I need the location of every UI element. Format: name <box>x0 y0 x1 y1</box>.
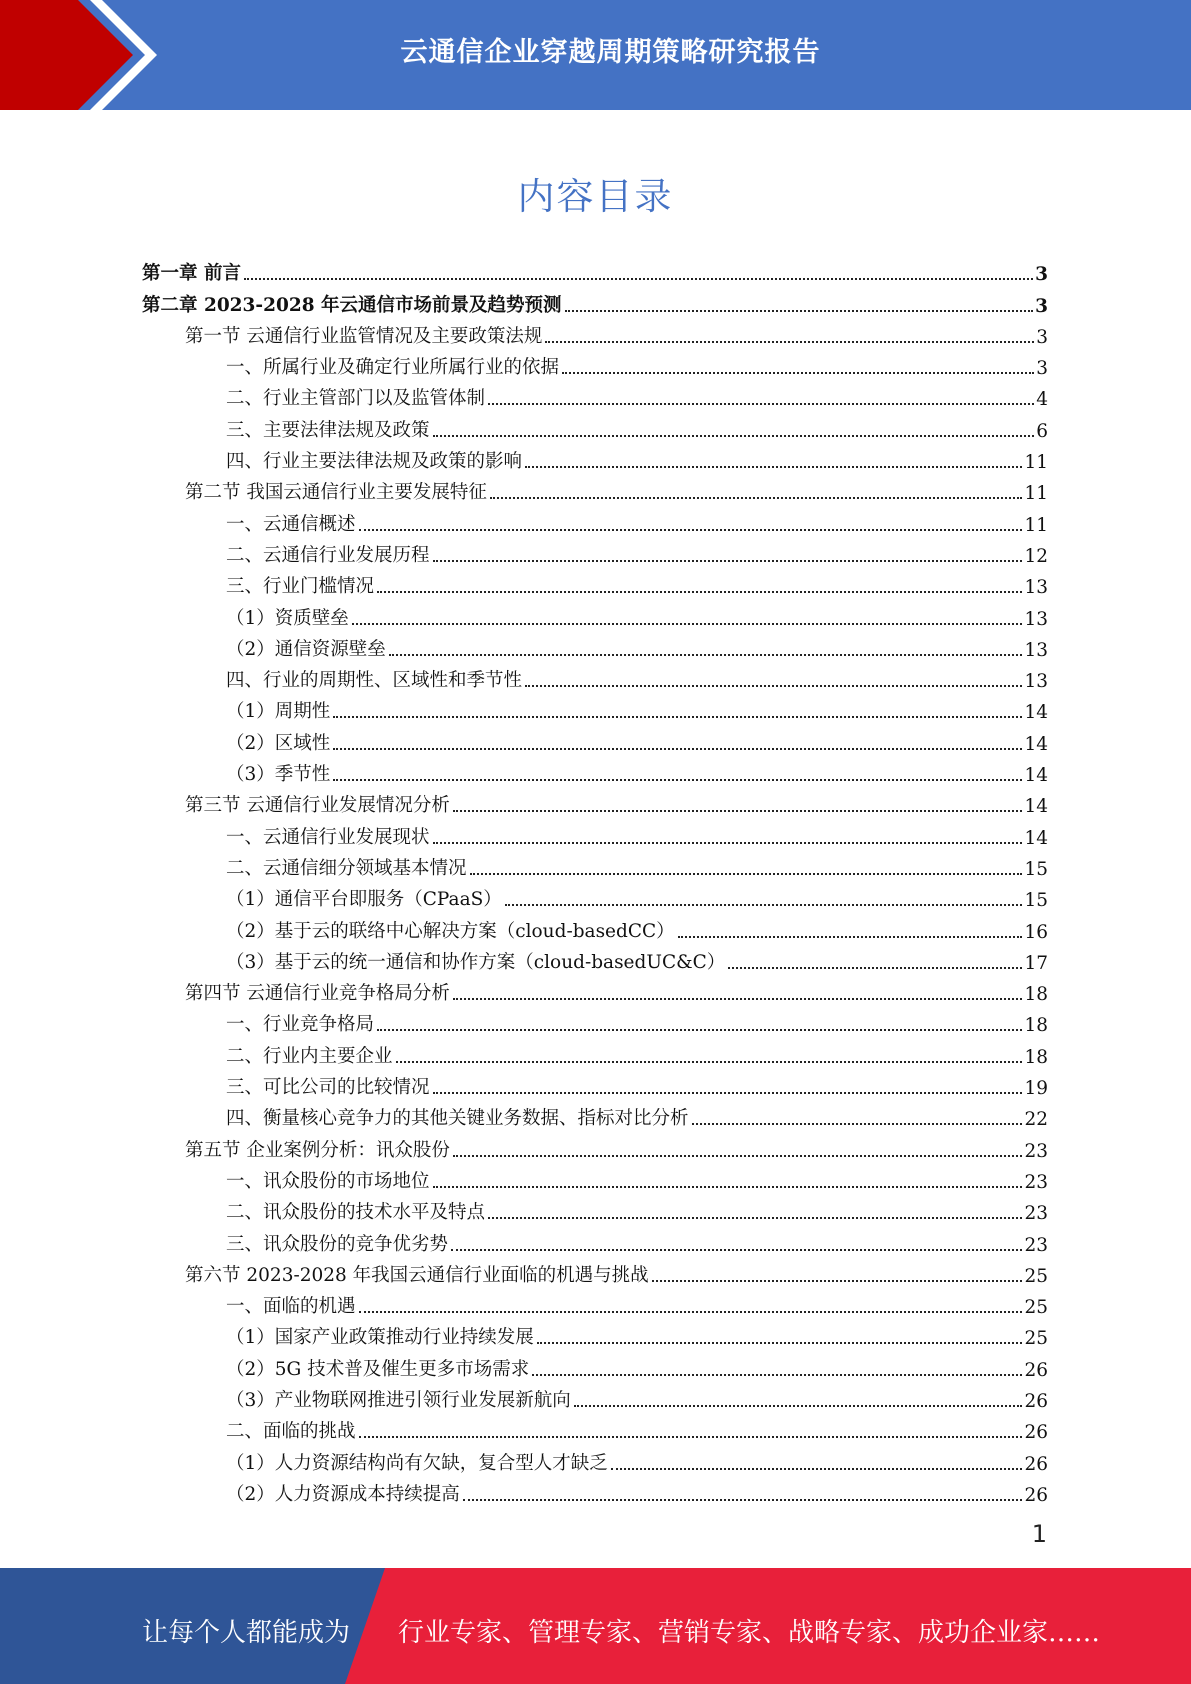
toc-dot-leader <box>333 716 1022 718</box>
toc-dot-leader <box>453 810 1023 812</box>
toc-entry-title: 四、衡量核心竞争力的其他关键业务数据、指标对比分析 <box>226 1108 689 1130</box>
toc-dot-leader <box>728 967 1022 969</box>
toc-dot-leader <box>565 310 1034 312</box>
toc-entry[interactable] <box>142 1256 1048 1287</box>
toc-entry-title: 四、行业的周期性、区域性和季节性 <box>226 670 523 692</box>
footer-slogan-right: 行业专家、管理专家、营销专家、战略专家、成功企业家…… <box>398 1618 1101 1648</box>
toc-dot-leader <box>453 998 1023 1000</box>
toc-entry-page: 15 <box>1024 890 1048 912</box>
toc-entry-title: （1）资质壁垒 <box>226 607 349 629</box>
toc-entry-page: 22 <box>1024 1109 1048 1131</box>
toc-entry[interactable] <box>142 1475 1048 1506</box>
toc-entry-title: 一、所属行业及确定行业所属行业的依据 <box>226 357 560 379</box>
toc-dot-leader <box>453 1155 1023 1157</box>
toc-heading: 内容目录 <box>517 175 674 218</box>
toc-entry[interactable] <box>142 1099 1048 1130</box>
toc-dot-leader <box>692 1123 1023 1125</box>
toc-entry-page: 13 <box>1024 639 1048 661</box>
toc-dot-leader <box>451 1249 1022 1251</box>
toc-entry-page: 3 <box>1036 326 1048 348</box>
toc-entry-page: 15 <box>1024 858 1048 880</box>
toc-entry-title: 三、可比公司的比较情况 <box>226 1077 430 1099</box>
toc-entry-page: 13 <box>1024 671 1048 693</box>
toc-entry-title: 二、行业主管部门以及监管体制 <box>226 388 486 410</box>
toc-entry-title: （3）产业物联网推进引领行业发展新航向 <box>226 1389 571 1411</box>
toc-dot-leader <box>377 1029 1022 1031</box>
toc-entry-page: 3 <box>1036 358 1048 380</box>
toc-entry[interactable] <box>142 817 1048 848</box>
toc-entry-title: （1）国家产业政策推动行业持续发展 <box>226 1327 534 1349</box>
toc-entry[interactable] <box>142 1068 1048 1099</box>
toc-entry[interactable] <box>142 974 1048 1005</box>
toc-entry-title: 一、讯众股份的市场地位 <box>226 1170 430 1192</box>
toc-entry[interactable] <box>142 1193 1048 1224</box>
toc-dot-leader <box>244 278 1033 280</box>
toc-dot-leader <box>433 1092 1023 1094</box>
toc-entry-page: 3 <box>1035 264 1048 286</box>
toc-entry[interactable] <box>142 504 1048 535</box>
toc-entry-page: 3 <box>1035 295 1048 317</box>
toc-entry-title: （2）5G 技术普及催生更多市场需求 <box>226 1358 530 1380</box>
toc-entry-page: 14 <box>1024 702 1048 724</box>
toc-entry-page: 23 <box>1024 1234 1048 1256</box>
table-of-contents <box>142 254 1048 1506</box>
toc-entry-title: 第二章 2023-2028 年云通信市场前景及趋势预测 <box>142 294 562 316</box>
toc-dot-leader <box>377 591 1022 593</box>
toc-entry-page: 17 <box>1024 952 1048 974</box>
toc-dot-leader <box>532 1374 1022 1376</box>
toc-entry-page: 26 <box>1024 1453 1048 1475</box>
toc-entry-title: （2）通信资源壁垒 <box>226 638 386 660</box>
toc-entry-page: 14 <box>1024 827 1048 849</box>
toc-entry-title: 一、行业竞争格局 <box>226 1014 375 1036</box>
toc-entry[interactable] <box>142 536 1048 567</box>
toc-entry[interactable] <box>142 786 1048 817</box>
toc-entry[interactable] <box>142 723 1048 754</box>
toc-entry-page: 25 <box>1024 1297 1048 1319</box>
toc-entry[interactable] <box>142 1318 1048 1349</box>
toc-dot-leader <box>505 904 1023 906</box>
toc-entry-page: 25 <box>1024 1265 1048 1287</box>
toc-entry-page: 26 <box>1024 1484 1048 1506</box>
toc-entry-title: （2）基于云的联络中心解决方案（cloud-basedCC） <box>226 920 675 942</box>
toc-dot-leader <box>433 1186 1023 1188</box>
toc-entry-page: 11 <box>1024 514 1048 536</box>
toc-entry-title: 第二节 我国云通信行业主要发展特征 <box>185 482 487 504</box>
toc-entry[interactable] <box>142 692 1048 723</box>
report-title: 云通信企业穿越周期策略研究报告 <box>400 37 821 68</box>
toc-entry-page: 16 <box>1024 921 1048 943</box>
toc-entry-title: 二、云通信细分领域基本情况 <box>226 857 467 879</box>
toc-entry[interactable] <box>142 1443 1048 1474</box>
toc-entry[interactable] <box>142 630 1048 661</box>
toc-entry-page: 13 <box>1024 608 1048 630</box>
toc-entry-page: 14 <box>1024 733 1048 755</box>
toc-entry-title: （3）基于云的统一通信和协作方案（cloud-basedUC&C） <box>226 951 726 973</box>
toc-entry-page: 23 <box>1024 1203 1048 1225</box>
toc-dot-leader <box>537 1342 1023 1344</box>
toc-entry-title: 第四节 云通信行业竞争格局分析 <box>185 983 450 1005</box>
toc-entry[interactable] <box>142 755 1048 786</box>
toc-dot-leader <box>389 654 1023 656</box>
toc-entry[interactable] <box>142 348 1048 379</box>
toc-entry-page: 13 <box>1024 577 1048 599</box>
toc-dot-leader <box>490 497 1023 499</box>
toc-dot-leader <box>525 685 1022 687</box>
toc-entry-title: 第六节 2023-2028 年我国云通信行业面临的机遇与挑战 <box>185 1264 649 1286</box>
toc-entry-title: 一、面临的机遇 <box>226 1296 356 1318</box>
toc-dot-leader <box>433 842 1023 844</box>
toc-entry-page: 18 <box>1024 1046 1048 1068</box>
toc-entry[interactable] <box>142 1036 1048 1067</box>
toc-entry[interactable] <box>142 473 1048 504</box>
toc-entry-title: （1）人力资源结构尚有欠缺，复合型人才缺乏 <box>226 1452 608 1474</box>
toc-entry-page: 26 <box>1024 1359 1048 1381</box>
toc-entry-title: 第五节 企业案例分析：讯众股份 <box>185 1139 450 1161</box>
toc-entry-page: 14 <box>1024 796 1048 818</box>
toc-entry-title: 三、主要法律法规及政策 <box>226 419 430 441</box>
toc-entry-page: 19 <box>1024 1078 1048 1100</box>
toc-entry-title: （1）通信平台即服务（CPaaS） <box>226 889 502 911</box>
toc-entry[interactable] <box>142 1224 1048 1255</box>
toc-entry[interactable] <box>142 285 1048 316</box>
footer-band <box>0 1568 1191 1684</box>
toc-entry[interactable] <box>142 1005 1048 1036</box>
toc-dot-leader <box>333 779 1022 781</box>
toc-dot-leader <box>359 529 1023 531</box>
toc-entry-title: （1）周期性 <box>226 701 331 723</box>
toc-entry-title: 一、云通信行业发展现状 <box>226 826 430 848</box>
toc-entry-page: 23 <box>1024 1140 1048 1162</box>
toc-entry-page: 11 <box>1024 483 1048 505</box>
toc-entry-title: （2）人力资源成本持续提高 <box>226 1483 460 1505</box>
toc-entry[interactable] <box>142 1381 1048 1412</box>
toc-entry[interactable] <box>142 254 1048 285</box>
toc-entry[interactable] <box>142 880 1048 911</box>
toc-dot-leader <box>359 1311 1023 1313</box>
toc-dot-leader <box>463 1499 1023 1501</box>
toc-entry-title: 二、面临的挑战 <box>226 1421 356 1443</box>
toc-entry-page: 14 <box>1024 765 1048 787</box>
toc-dot-leader <box>488 1217 1022 1219</box>
toc-dot-leader <box>359 1436 1023 1438</box>
header-band <box>0 0 1191 110</box>
toc-entry[interactable] <box>142 1287 1048 1318</box>
toc-entry-page: 12 <box>1024 545 1048 567</box>
toc-entry[interactable] <box>142 567 1048 598</box>
toc-entry-page: 11 <box>1024 452 1048 474</box>
toc-entry[interactable] <box>142 1130 1048 1161</box>
toc-entry-title: （3）季节性 <box>226 764 331 786</box>
toc-entry-title: （2）区域性 <box>226 732 331 754</box>
toc-entry-page: 18 <box>1024 1015 1048 1037</box>
toc-dot-leader <box>562 372 1034 374</box>
toc-entry-title: 二、讯众股份的技术水平及特点 <box>226 1202 486 1224</box>
toc-entry-page: 4 <box>1036 389 1048 411</box>
toc-entry-title: 四、行业主要法律法规及政策的影响 <box>226 451 523 473</box>
toc-dot-leader <box>611 1468 1023 1470</box>
toc-entry[interactable] <box>142 379 1048 410</box>
toc-entry[interactable] <box>142 661 1048 692</box>
toc-entry-title: 第一节 云通信行业监管情况及主要政策法规 <box>185 325 543 347</box>
toc-entry-title: 一、云通信概述 <box>226 513 356 535</box>
toc-entry-page: 26 <box>1024 1422 1048 1444</box>
toc-entry[interactable] <box>142 442 1048 473</box>
toc-dot-leader <box>678 936 1023 938</box>
toc-dot-leader <box>574 1405 1023 1407</box>
toc-dot-leader <box>488 403 1034 405</box>
toc-dot-leader <box>333 748 1022 750</box>
toc-entry-page: 25 <box>1024 1328 1048 1350</box>
toc-dot-leader <box>545 341 1034 343</box>
toc-entry[interactable] <box>142 849 1048 880</box>
toc-entry[interactable] <box>142 317 1048 348</box>
toc-entry-title: 三、行业门槛情况 <box>226 576 375 598</box>
toc-entry[interactable] <box>142 1162 1048 1193</box>
toc-dot-leader <box>470 873 1023 875</box>
toc-dot-leader <box>652 1280 1023 1282</box>
toc-entry-page: 23 <box>1024 1171 1048 1193</box>
toc-dot-leader <box>525 466 1022 468</box>
toc-entry-page: 18 <box>1024 984 1048 1006</box>
toc-entry-title: 第一章 前言 <box>142 263 241 285</box>
toc-entry-title: 二、云通信行业发展历程 <box>226 544 430 566</box>
toc-dot-leader <box>396 1061 1023 1063</box>
toc-entry[interactable] <box>142 410 1048 441</box>
toc-dot-leader <box>352 623 1023 625</box>
toc-entry[interactable] <box>142 598 1048 629</box>
page-number: 1 <box>1031 1520 1047 1548</box>
toc-entry-page: 6 <box>1036 420 1048 442</box>
toc-entry[interactable] <box>142 1349 1048 1380</box>
toc-entry[interactable] <box>142 911 1048 942</box>
toc-entry-title: 三、讯众股份的竞争优劣势 <box>226 1233 449 1255</box>
toc-entry-title: 第三节 云通信行业发展情况分析 <box>185 795 450 817</box>
footer-slogan-left: 让每个人都能成为 <box>142 1618 351 1648</box>
toc-dot-leader <box>433 560 1023 562</box>
toc-entry[interactable] <box>142 943 1048 974</box>
toc-entry[interactable] <box>142 1412 1048 1443</box>
toc-dot-leader <box>433 435 1035 437</box>
toc-entry-page: 26 <box>1024 1390 1048 1412</box>
toc-entry-title: 二、行业内主要企业 <box>226 1045 393 1067</box>
